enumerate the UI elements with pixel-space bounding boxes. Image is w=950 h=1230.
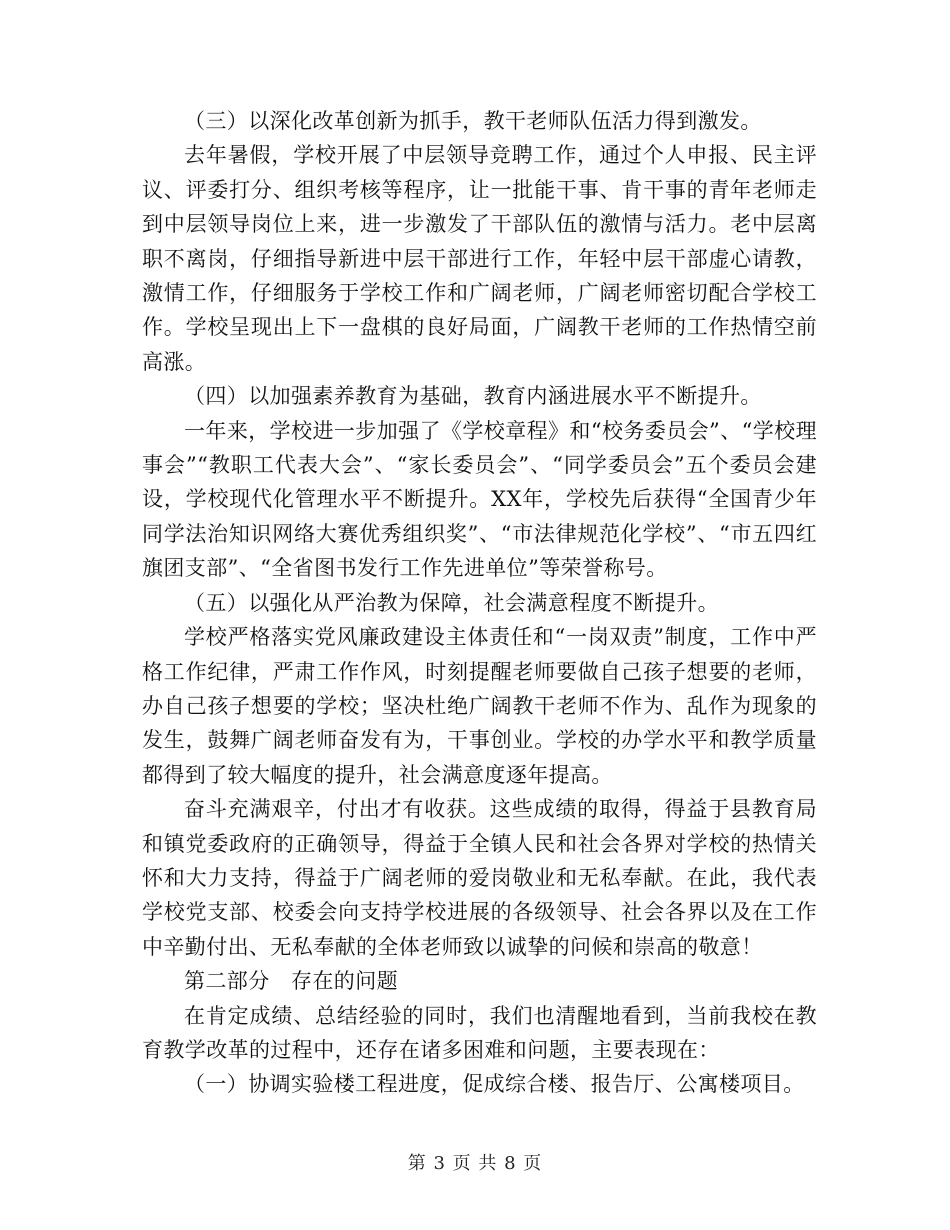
- page-number-footer: 第 3 页 共 8 页: [407, 1153, 543, 1174]
- section-heading-four: （四）以加强素养教育为基础，教育内涵进展水平不断提升。: [184, 384, 762, 409]
- body-paragraph: 一年来，学校进一步加强了《学校章程》和“校务委员会”、“学校理事会”“教职工代表大会”、“家长委员会”、“同学委员会”五个委员会建设，学校现代化管理水平不断提升。XX年，学校先后获得“全国青少年同学法治知识网络大赛优秀组织奖”、“市法律规范化学校”、“市五四红旗团支部”、“全省图书发行工作先进单位”等荣誉称号。: [142, 418, 817, 581]
- section-heading-three: （三）以深化改革创新为抓手，教干老师队伍活力得到激发。: [184, 109, 762, 133]
- list-item-one: （一）协调实验楼工程进度，促成综合楼、报告厅、公寓楼项目。: [184, 1072, 805, 1097]
- body-paragraph: 奋斗充满艰辛，付出才有收获。这些成绩的取得，得益于县教育局和镇党委政府的正确领导，得益于全镇人民和社会各界对学校的热情关怀和大力支持，得益于广阔老师的爱岗敬业和无私奉献。在此，我代表学校党支部、校委会向支持学校进展的各级领导、社会各界以及在工作中辛勤付出、无私奉献的全体老师致以诚挚的问候和崇高的敬意！: [142, 797, 817, 959]
- body-paragraph: 在肯定成绩、总结经验的同时，我们也清醒地看到，当前我校在教育教学改革的过程中，还存在诸多困难和问题，主要表现在：: [142, 1003, 817, 1062]
- section-heading-five: （五）以强化从严治教为保障，社会满意程度不断提升。: [184, 590, 719, 615]
- document-body: [142, 104, 817, 1102]
- body-paragraph: 去年暑假，学校开展了中层领导竞聘工作，通过个人申报、民主评议、评委打分、组织考核等程序，让一批能干事、肯干事的青年老师走到中层领导岗位上来，进一步激发了干部队伍的激情与活力。老中层离职不离岗，仔细指导新进中层干部进行工作，年轻中层干部虚心请教，激情工作，仔细服务于学校工作和广阔老师，广阔老师密切配合学校工作。学校呈现出上下一盘棋的良好局面，广阔教干老师的工作热情空前高涨。: [142, 143, 817, 374]
- body-paragraph: 学校严格落实党风廉政建设主体责任和“一岗双责”制度，工作中严格工作纪律，严肃工作作风，时刻提醒老师要做自己孩子想要的老师，办自己孩子想要的学校；坚决杜绝广阔教干老师不作为、乱作为现象的发生，鼓舞广阔老师奋发有为，干事创业。学校的办学水平和教学质量都得到了较大幅度的提升，社会满意度逐年提高。: [142, 625, 817, 787]
- part-heading: 第二部分 存在的问题: [184, 969, 398, 994]
